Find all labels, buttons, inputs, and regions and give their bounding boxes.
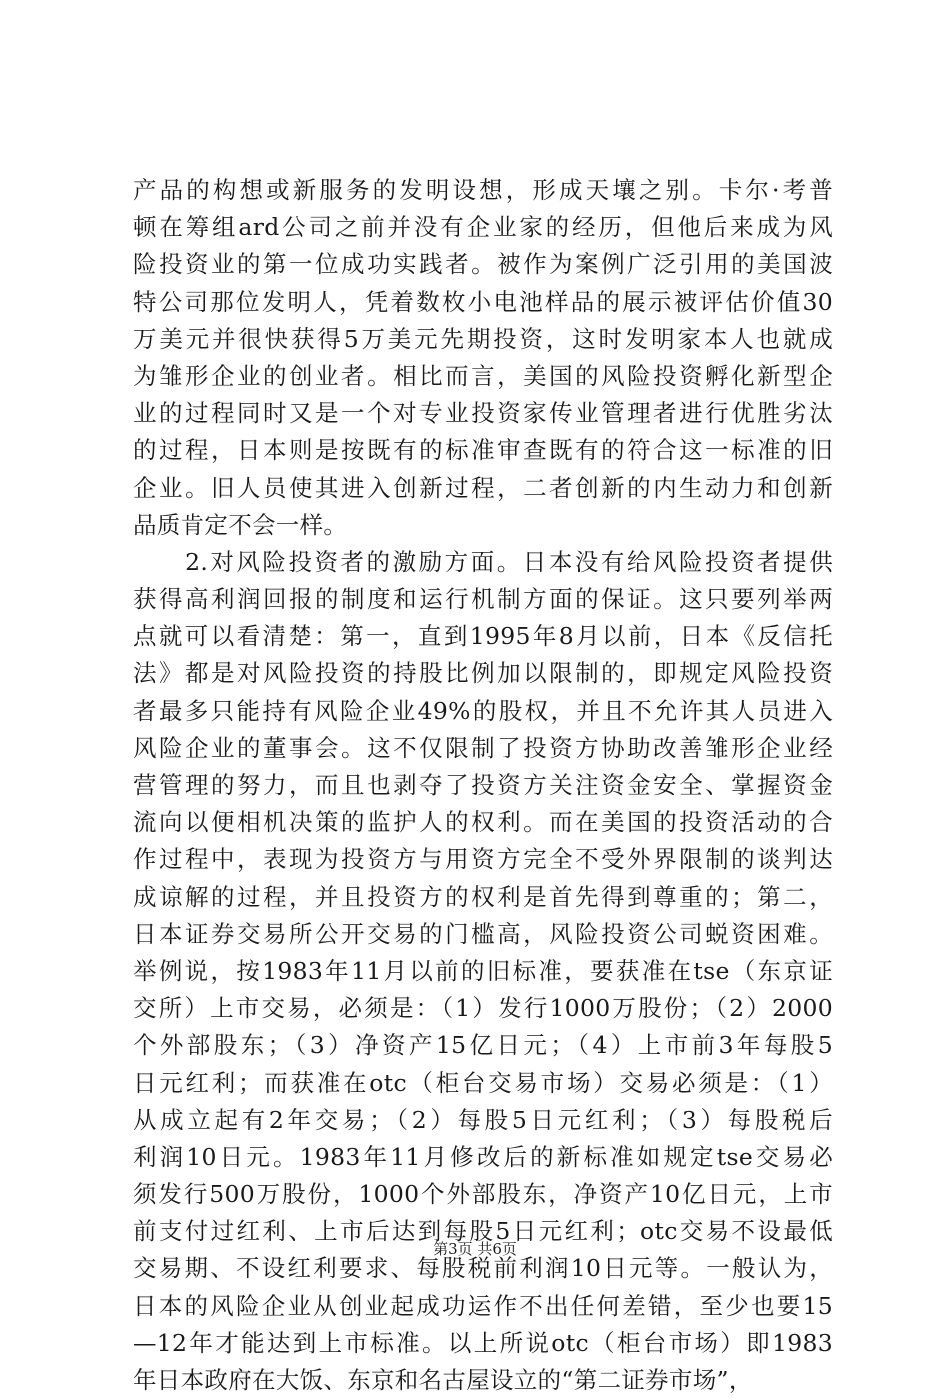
text-line: 企业。旧人员使其进入创新过程，二者创新的内生动力和创新 xyxy=(133,473,833,502)
text-line: 举例说，按1983年11月以前的旧标准，要获准在tse（东京证 xyxy=(133,956,833,985)
text-line: 点就可以看清楚：第一，直到1995年8月以前，日本《反信托 xyxy=(133,622,833,651)
text-line: 2.对风险投资者的激励方面。日本没有给风险投资者提供 xyxy=(133,547,833,576)
text-line: 者最多只能持有风险企业49%的股权，并且不允许其人员进入 xyxy=(133,696,833,725)
text-line: 品质肯定不会一样。 xyxy=(133,510,348,539)
text-line: 年日本政府在大饭、东京和名古屋设立的“第二证券市场”， xyxy=(133,1366,753,1394)
text-line: 特公司那位发明人，凭着数枚小电池样品的展示被评估价值30 xyxy=(133,287,833,316)
text-line: 日本证券交易所公开交易的门槛高，风险投资公司蜕资困难。 xyxy=(133,919,833,948)
text-line: 业的过程同时又是一个对专业投资家传业管理者进行优胜劣汰 xyxy=(133,399,833,428)
text-line: 营管理的努力，而且也剥夺了投资方关注资金安全、掌握资金 xyxy=(133,771,833,799)
text-line: 作过程中，表现为投资方与用资方完全不受外界限制的谈判达 xyxy=(133,845,833,874)
text-line: 交易期、不设红利要求、每股税前利润10日元等。一般认为， xyxy=(133,1254,833,1283)
text-line: 日元红利；而获准在otc（柜台交易市场）交易必须是：（1） xyxy=(133,1068,833,1097)
text-line: 万美元并很快获得5万美元先期投资，这时发明家本人也就成 xyxy=(133,324,833,353)
text-line: 流向以便相机决策的监护人的权利。而在美国的投资活动的合 xyxy=(133,808,833,837)
text-line: 前支付过红利、上市后达到每股5日元红利；otc交易不设最低 xyxy=(133,1217,833,1246)
text-line: 险投资业的第一位成功实践者。被作为案例广泛引用的美国波 xyxy=(133,250,833,279)
text-line: 法》都是对风险投资的持股比例加以限制的，即规定风险投资 xyxy=(133,659,833,688)
text-line: 成谅解的过程，并且投资方的权利是首先得到尊重的；第二， xyxy=(133,882,833,911)
text-line: 利润10日元。1983年11月修改后的新标准如规定tse交易必 xyxy=(133,1142,833,1171)
text-line: 产品的构想或新服务的发明设想，形成天壤之别。卡尔·考普 xyxy=(133,176,833,204)
text-line: 风险企业的董事会。这不仅限制了投资方协助改善雏形企业经 xyxy=(133,733,833,762)
text-line: 获得高利润回报的制度和运行机制方面的保证。这只要列举两 xyxy=(133,585,833,614)
text-line: 须发行500万股份，1000个外部股东，净资产10亿日元，上市 xyxy=(133,1180,833,1209)
text-line: 日本的风险企业从创业起成功运作不出任何差错，至少也要15 xyxy=(133,1291,833,1320)
text-line: —12年才能达到上市标准。以上所说otc（柜台市场）即1983 xyxy=(133,1328,833,1357)
text-line: 从成立起有2年交易；（2）每股5日元红利；（3）每股税后 xyxy=(133,1105,833,1134)
page-number-label: 第3页 共6页 xyxy=(433,1240,517,1258)
body-text xyxy=(133,172,833,1399)
text-line: 的过程，日本则是按既有的标准审查既有的符合这一标准的旧 xyxy=(133,436,833,465)
text-line: 交所）上市交易，必须是：（1）发行1000万股份；（2）2000 xyxy=(133,994,833,1023)
page-footer xyxy=(0,1238,950,1259)
text-line: 为雏形企业的创业者。相比而言，美国的风险投资孵化新型企 xyxy=(133,361,833,390)
text-line: 个外部股东；（3）净资产15亿日元；（4）上市前3年每股5 xyxy=(133,1031,833,1060)
text-line: 顿在筹组ard公司之前并没有企业家的经历，但他后来成为风 xyxy=(133,213,833,242)
